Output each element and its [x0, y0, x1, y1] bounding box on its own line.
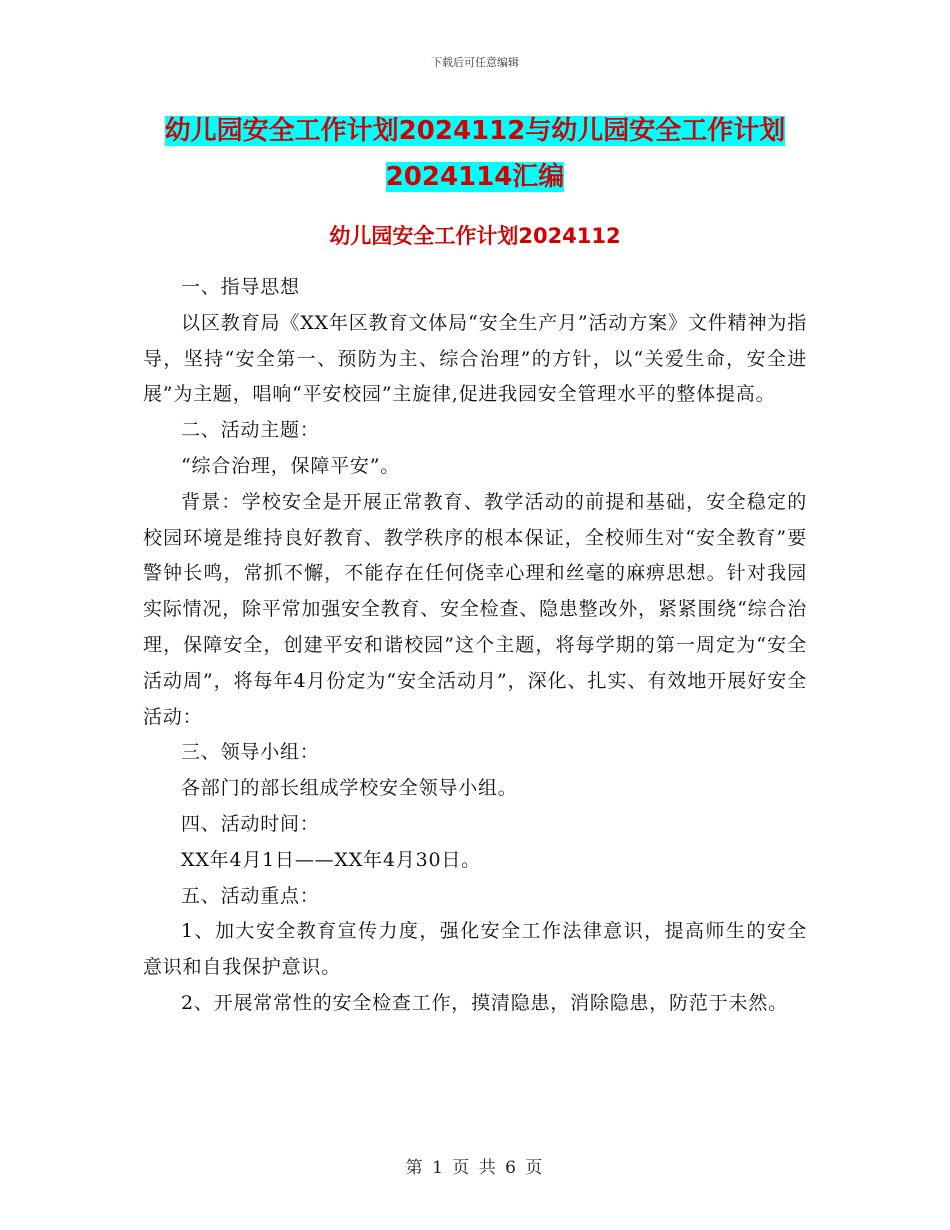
- header-note: 下载后可任意编辑: [431, 56, 519, 69]
- document-body: [143, 270, 807, 1022]
- heading-activity-focus: 五、活动重点：: [181, 884, 320, 907]
- paragraph: 2、开展常常性的安全检查工作，摸清隐患，消除隐患，防范于未然。: [181, 991, 788, 1014]
- heading-leadership-group: 三、领导小组：: [181, 741, 320, 764]
- paragraph: “综合治理，保障平安”。: [181, 454, 401, 477]
- page-indicator: 第 1 页 共 6 页: [405, 1158, 545, 1178]
- paragraph: 1、加大安全教育宣传力度，强化安全工作法律意识，提高师生的安全意识和自我保护意识。: [143, 920, 807, 979]
- paragraph: 以区教育局《XX年区教育文体局“安全生产月”活动方案》文件精神为指导，坚持“安全第一、预防为主、综合治理”的方针，以“关爱生命，安全进展”为主题，唱响“平安校园”主旋律,促进我园安全管理水平的整体提高。: [143, 311, 807, 406]
- document-title-text: 幼儿园安全工作计划2024112与幼儿园安全工作计划2024114汇编: [164, 116, 786, 192]
- section-title: 幼儿园安全工作计划2024112: [329, 224, 621, 248]
- document-title: [140, 108, 810, 200]
- heading-activity-theme: 二、活动主题：: [181, 419, 320, 442]
- paragraph: XX年4月1日——XX年4月30日。: [181, 848, 481, 871]
- heading-activity-time: 四、活动时间：: [181, 812, 320, 835]
- paragraph: 各部门的部长组成学校安全领导小组。: [181, 777, 518, 800]
- paragraph: 背景：学校安全是开展正常教育、教学活动的前提和基础，安全稳定的校园环境是维持良好教育、教学秩序的根本保证，全校师生对“安全教育”要警钟长鸣，常抓不懈，不能存在任何侥幸心理和丝毫的麻痹思想。针对我园实际情况，除平常加强安全教育、安全检查、隐患整改外，紧紧围绕“综合治理，保障安全，创建平安和谐校园”这个主题，将每学期的第一周定为“安全活动周”，将每年4月份定为“安全活动月”，深化、扎实、有效地开展好安全活动：: [143, 490, 807, 728]
- heading-guiding-thought: 一、指导思想: [181, 276, 300, 298]
